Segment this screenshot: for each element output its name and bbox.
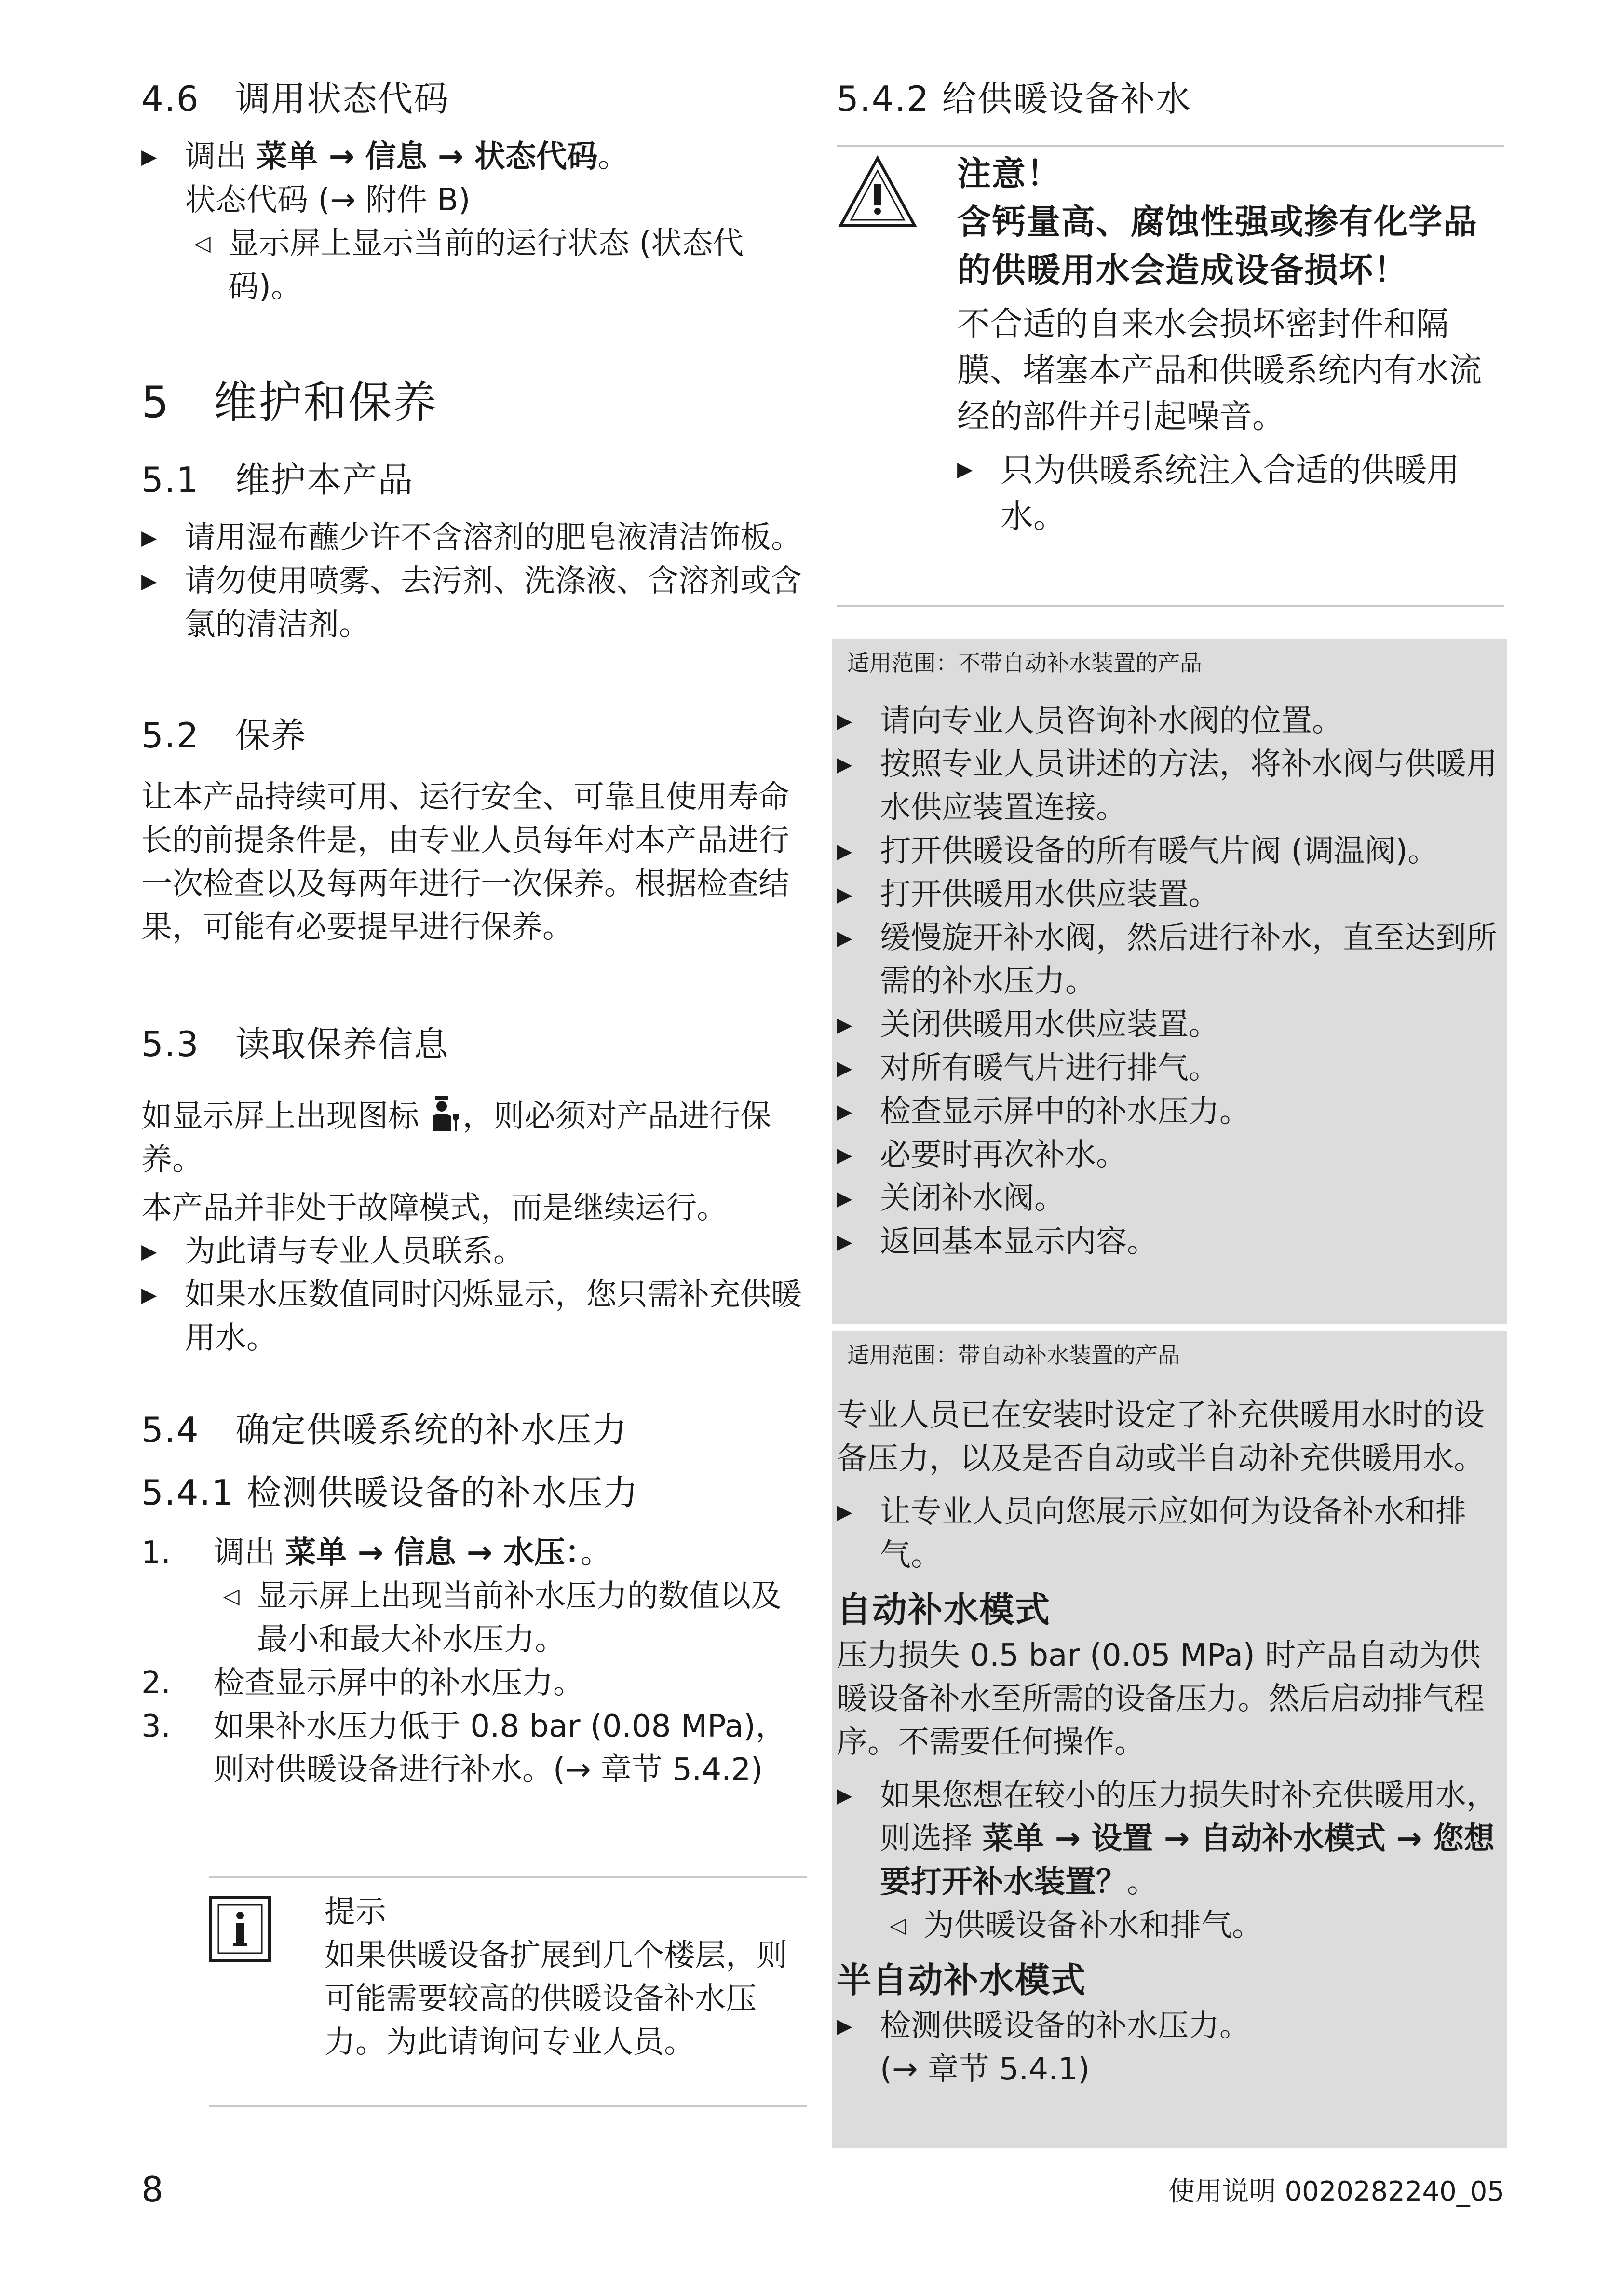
page-number: 8 — [141, 2169, 163, 2210]
bullet-item: ▶ 请用湿布蘸少许不含溶剂的肥皂液清洁饰板。 — [141, 516, 807, 559]
auto-mode-paragraph: 压力损失 0.5 bar (0.05 MPa) 时产品自动为供暖设备补水至所需的设备压力。然后启动排气程序。不需要任何操作。 — [837, 1638, 1485, 1760]
section-5-3-heading — [141, 1020, 807, 1068]
step-item: 3. 如果补水压力低于 0.8 bar (0.08 MPa)，则对供暖设备进行补水。(→ 章节 5.4.2) — [141, 1709, 786, 1788]
warning-box — [837, 149, 1504, 540]
semi-auto-mode-title: 半自动补水模式 — [837, 1960, 1087, 2000]
section-title: 维护和保养 — [214, 377, 438, 428]
section-5-heading — [141, 374, 807, 432]
section-number: 5.1 — [141, 460, 200, 500]
bullet-item: ▶ 打开供暖用水供应装置。 — [837, 873, 1504, 916]
bullet-item: ▶ 调出 菜单 → 信息 → 状态代码。 状态代码 (→ 附件 B) — [141, 135, 807, 222]
step-item: 1. 调出 菜单 → 信息 → 水压：。 ◁ 显示屏上出现当前补水压力的数值以及最小和最大补水压力。 — [141, 1531, 807, 1661]
section-number: 5.4.2 — [837, 79, 930, 119]
section-title: 给供暖设备补水 — [942, 79, 1192, 119]
bullet-item: ▶ 对所有暖气片进行排气。 — [837, 1046, 1504, 1090]
bullet-item: ▶ 如果水压数值同时闪烁显示，您只需补充供暖用水。 — [141, 1273, 807, 1360]
scope-auto-paragraph: 专业人员已在安装时设定了补充供暖用水时的设备压力，以及是否自动或半自动补充供暖用水。 — [837, 1398, 1485, 1477]
section-number: 5.4.1 — [141, 1472, 235, 1513]
s53-paragraph-1: 如显示屏上出现图标 ，则必须对产品进行保养。 — [141, 1095, 807, 1182]
section-number: 5.2 — [141, 715, 200, 756]
scope-auto-content — [837, 1338, 1504, 2091]
section-5-4-2-heading — [837, 75, 1504, 123]
section-5-4-1-heading — [141, 1468, 807, 1517]
bullet-item: ▶ 关闭供暖用水供应装置。 — [837, 1003, 1504, 1046]
note-bottom-rule — [209, 2105, 807, 2107]
auto-mode-title: 自动补水模式 — [837, 1590, 1051, 1630]
section-5-1-heading — [141, 456, 807, 504]
bullet-item: ▶ 为此请与专业人员联系。 — [141, 1230, 807, 1273]
s53-paragraph-2: 本产品并非处于故障模式，而是继续运行。 — [141, 1190, 728, 1226]
bullet-item: ▶ 请勿使用喷雾、去污剂、洗涤液、含溶剂或含氯的清洁剂。 — [141, 559, 807, 646]
step-item: 2. 检查显示屏中的补水压力。 — [141, 1665, 584, 1701]
bullet-item: ▶ 请向专业人员咨询补水阀的位置。 — [837, 699, 1504, 743]
bullet-item: ▶ 检测供暖设备的补水压力。 (→ 章节 5.4.1) — [837, 2004, 1504, 2091]
warning-text: 不合适的自来水会损坏密封件和隔膜、堵塞本产品和供暖系统内有水流经的部件并引起噪音。 — [957, 305, 1482, 436]
bullet-item: ▶ 打开供暖设备的所有暖气片阀 (调温阀)。 — [837, 829, 1504, 873]
section-number: 4.6 — [141, 79, 200, 119]
section-number: 5 — [141, 377, 171, 428]
s46-instruction — [141, 135, 807, 309]
scope-label: 适用范围：带自动补水装置的产品 — [847, 1342, 1180, 1368]
section-5-2-heading — [141, 711, 807, 760]
note-top-rule — [209, 1876, 807, 1878]
info-icon — [209, 1895, 271, 1963]
maintenance-icon — [429, 1095, 462, 1138]
bullet-item: ▶ 让专业人员向您展示应如何为设备补水和排气。 — [837, 1490, 1504, 1577]
section-title: 确定供暖系统的补水压力 — [235, 1410, 628, 1450]
bullet-item: ▶ 必要时再次补水。 — [837, 1133, 1504, 1177]
scope-manual-content — [837, 646, 1504, 1263]
reference: 状态代码 (→ 附件 B) — [185, 182, 471, 218]
section-title: 保养 — [235, 715, 307, 756]
result-item: ◁ 显示屏上出现当前补水压力的数值以及最小和最大补水压力。 — [214, 1575, 807, 1661]
result-item: ◁ 显示屏上显示当前的运行状态 (状态代码)。 — [185, 222, 807, 309]
bullet-item: ▶ 返回基本显示内容。 — [837, 1220, 1504, 1263]
warning-title: 注意！ — [957, 154, 1061, 193]
section-title: 维护本产品 — [235, 460, 414, 500]
scope-label: 适用范围：不带自动补水装置的产品 — [847, 650, 1202, 676]
s52-paragraph: 让本产品持续可用、运行安全、可靠且使用寿命长的前提条件是，由专业人员每年对本产品进行一次检查以及每两年进行一次保养。根据检查结果，可能有必要提早进行保养。 — [141, 779, 789, 945]
document-id: 使用说明 0020282240_05 — [1168, 2176, 1504, 2207]
s51-list — [141, 516, 807, 646]
reference: (→ 章节 5.4.1) — [880, 2051, 1090, 2087]
bullet-item: ▶ 检查显示屏中的补水压力。 — [837, 1090, 1504, 1133]
bullet-item: ▶ 缓慢旋开补水阀，然后进行补水，直至达到所需的补水压力。 — [837, 916, 1504, 1003]
bullet-item: ▶ 如果您想在较小的压力损失时补充供暖用水，则选择 菜单 → 设置 → 自动补水模式 → 您想要打开补水装置？。 — [837, 1774, 1504, 1904]
warning-bottom-rule — [837, 605, 1504, 607]
bullet-item: ▶ 关闭补水阀。 — [837, 1177, 1504, 1220]
section-title: 调用状态代码 — [235, 79, 450, 119]
warning-bold-text: 含钙量高、腐蚀性强或掺有化学品的供暖用水会造成设备损坏！ — [957, 202, 1478, 290]
scope-manual-list — [837, 699, 1504, 1263]
section-title: 检测供暖设备的补水压力 — [246, 1472, 639, 1513]
section-title: 读取保养信息 — [235, 1024, 450, 1064]
s541-steps — [141, 1531, 807, 1792]
section-5-4-heading — [141, 1406, 807, 1454]
warning-icon — [837, 154, 919, 231]
note-title: 提示 — [325, 1894, 386, 1930]
menu-path: 菜单 → 信息 → 状态代码 — [256, 139, 598, 175]
s53-content — [141, 1095, 807, 1360]
section-number: 5.4 — [141, 1410, 200, 1450]
menu-path: 菜单 → 信息 → 水压： — [285, 1535, 581, 1571]
note-box — [209, 1890, 807, 2064]
bullet-item: ▶ 按照专业人员讲述的方法，将补水阀与供暖用水供应装置连接。 — [837, 743, 1504, 829]
section-number: 5.3 — [141, 1024, 200, 1064]
warning-top-rule — [837, 145, 1504, 147]
result-item: ◁ 为供暖设备补水和排气。 — [880, 1904, 1504, 1947]
note-text: 如果供暖设备扩展到几个楼层，则可能需要较高的供暖设备补水压力。为此请询问专业人员。 — [325, 1938, 787, 2060]
menu-path: 菜单 → 设置 → 自动补水模式 → 您想要打开补水装置？ — [880, 1821, 1495, 1900]
section-4-6-heading — [141, 75, 807, 123]
bullet-item: ▶ 只为供暖系统注入合适的供暖用水。 — [957, 448, 1502, 540]
